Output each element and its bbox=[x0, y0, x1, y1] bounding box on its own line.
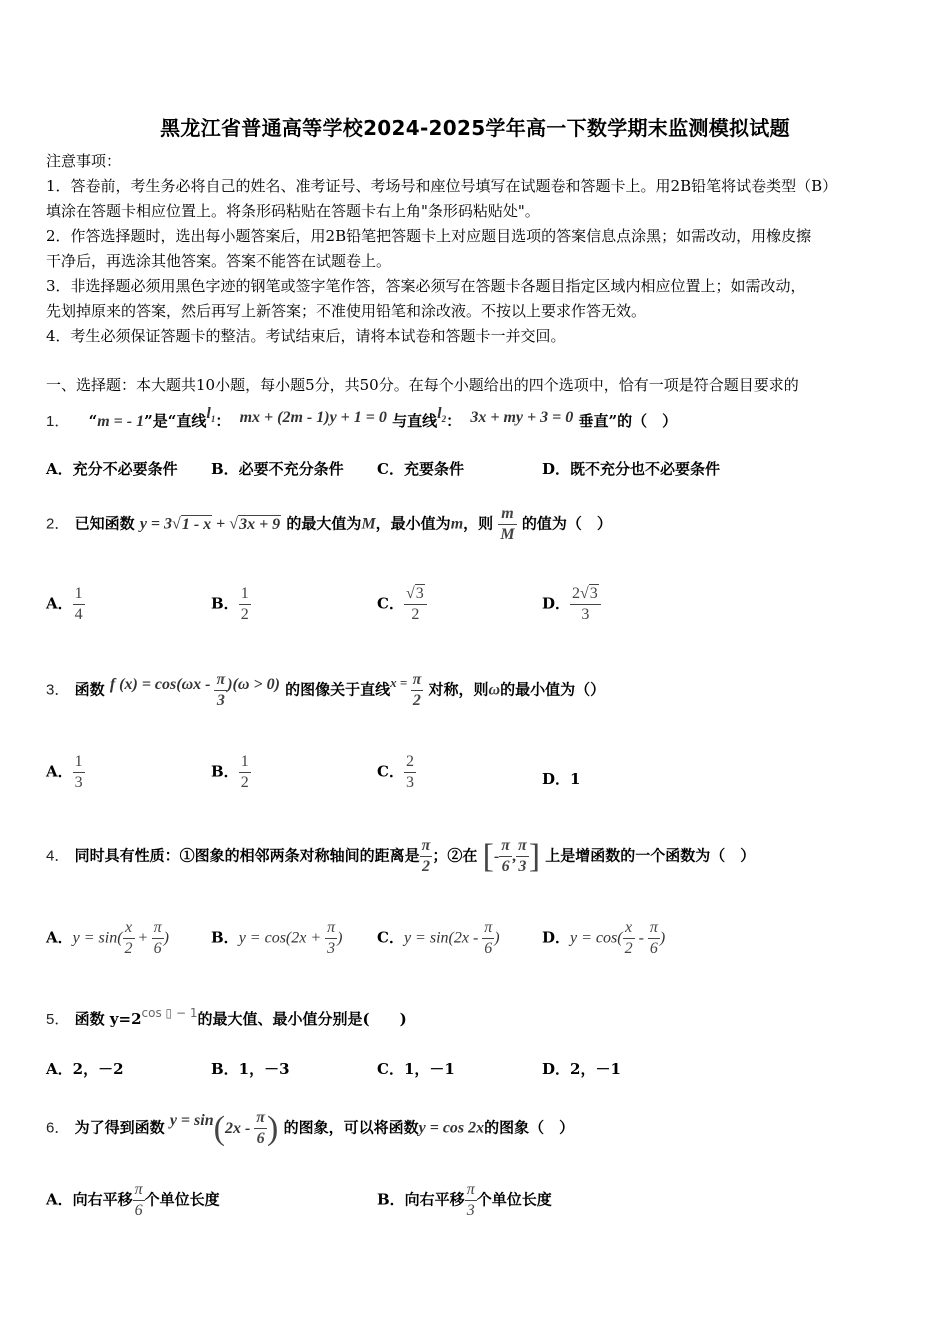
question-4: 4． 同时具有性质：①图象的相邻两条对称轴间的距离是 $\frac{\pi}{2}$ ；②在 [- $\frac{\pi}{6}$ , $\frac{\pi}{3}$ ] 上是增函数的一个函数为（ ） bbox=[46, 837, 756, 875]
text: ”是“直线 bbox=[144, 412, 207, 430]
option-b: B． $\frac{1}{2}$ bbox=[211, 585, 249, 623]
notice-heading: 注意事项： bbox=[46, 152, 122, 170]
notice-line: 4．考生必须保证答题卡的整洁。考试结束后，请将本试卷和答题卡一并交回。 bbox=[46, 327, 566, 345]
exponent: cos ▯ − 1 bbox=[141, 1006, 198, 1020]
text: 的最大值、最小值分别是( ) bbox=[197, 1010, 407, 1028]
question-number: 5． bbox=[46, 1011, 70, 1028]
notice-line: 1．答卷前，考生务必将自己的姓名、准考证号、考场号和座位号填写在试题卷和答题卡上。用2B铅笔将试卷类型（B） bbox=[46, 177, 838, 195]
option-c: C． $\frac{√3}{2}$ bbox=[377, 584, 427, 625]
math: ω bbox=[488, 681, 501, 699]
math: m bbox=[450, 515, 464, 533]
option-b: B．必要不充分条件 bbox=[211, 460, 344, 478]
option-d: D．1 bbox=[542, 770, 581, 788]
question-number: 2． bbox=[46, 515, 70, 533]
option-b: B．1，－3 bbox=[211, 1060, 290, 1078]
question-3 bbox=[46, 670, 605, 711]
text: 与直线 bbox=[392, 412, 438, 430]
math: m = - 1 bbox=[97, 413, 145, 430]
text: 已知函数 bbox=[74, 514, 135, 533]
question-number: 3． bbox=[46, 681, 70, 699]
question-1 bbox=[46, 405, 678, 440]
option-d: D．y = cos( $\frac{x}{2}$ - $\frac{\pi}{6}$ ) bbox=[542, 919, 666, 957]
math: 2x - bbox=[224, 1120, 255, 1137]
text: ，最小值为 bbox=[375, 514, 451, 533]
text: 的图象（ ） bbox=[484, 1118, 575, 1137]
fraction: $\frac{\pi}{6}$ bbox=[501, 837, 510, 875]
text: ；②在 bbox=[432, 846, 478, 865]
text: ，则 bbox=[463, 514, 494, 533]
option-c: C．y = sin(2x - $\frac{\pi}{6}$ ) bbox=[377, 919, 500, 957]
notice-line: 干净后，再选涂其他答案。答案不能答在试题卷上。 bbox=[46, 252, 392, 270]
question-6: 6． 为了得到函数 y = sin(2x - $\frac{\pi}{6}$ ) 的图象，可以将函数y = cos 2x的图象（ ） bbox=[46, 1109, 575, 1147]
question-number: 4． bbox=[46, 847, 70, 865]
question-number: 6． bbox=[46, 1119, 70, 1137]
text: 同时具有性质：①图象的相邻两条对称轴间的距离是 bbox=[74, 846, 420, 865]
option-d: D．2，－1 bbox=[542, 1060, 621, 1078]
math: y = sin bbox=[169, 1111, 214, 1129]
option-c: C．充要条件 bbox=[377, 460, 464, 478]
notice-line: 3．非选择题必须用黑色字迹的钢笔或签字笔作答，答案必须写在答题卡各题目指定区域内相应位置上；如需改动， bbox=[46, 277, 806, 295]
fraction: $\frac{\pi}{2}$ bbox=[421, 837, 431, 875]
question-5 bbox=[46, 1007, 407, 1033]
option-a: A．y = sin( $\frac{x}{2}$ + $\frac{\pi}{6}$ ) bbox=[46, 919, 169, 957]
fraction: $\frac{\pi}{3}$ bbox=[216, 671, 226, 709]
question-2: 2． 已知函数 y = 3√1 - x + √3x + 9 的最大值为M，最小值为m，则 $\frac{m}{M}$ 的值为（ ） bbox=[46, 505, 612, 543]
option-a: A．2，－2 bbox=[46, 1060, 124, 1078]
fraction: $\frac{\pi}{3}$ bbox=[517, 837, 527, 875]
notice-line: 2．作答选择题时，选出每小题答案后，用2B铅笔把答题卡上对应题目选项的答案信息点涂黑；如需改动，用橡皮擦 bbox=[46, 227, 812, 245]
math: y = cos 2x bbox=[418, 1119, 485, 1137]
option-a: A．充分不必要条件 bbox=[46, 460, 178, 478]
option-a: A．向右平移 $\frac{\pi}{6}$ 个单位长度 bbox=[46, 1181, 220, 1219]
option-a: A． $\frac{1}{3}$ bbox=[46, 753, 83, 791]
math: )(ω > 0) bbox=[227, 675, 280, 693]
math: x = bbox=[390, 674, 411, 690]
math: $l_1$ bbox=[206, 405, 216, 425]
text: 函数 bbox=[74, 680, 105, 699]
math: 3x + 9 bbox=[239, 515, 281, 533]
math: y = 3 bbox=[139, 515, 173, 533]
fraction: $\frac{\pi}{2}$ bbox=[412, 671, 422, 709]
math: mx + (2m - 1)y + 1 = 0 bbox=[239, 409, 387, 426]
text: 上是增函数的一个函数为（ ） bbox=[545, 846, 756, 865]
fraction: $\frac{\pi}{6}$ bbox=[256, 1109, 266, 1147]
math: 1 - x bbox=[181, 515, 212, 533]
option-a: A． $\frac{1}{4}$ bbox=[46, 585, 83, 623]
page-title: 黑龙江省普通高等学校2024-2025学年高一下数学期末监测模拟试题 bbox=[160, 116, 790, 140]
option-b: B． $\frac{1}{2}$ bbox=[211, 753, 249, 791]
text: 对称，则 bbox=[428, 680, 489, 699]
text: 垂直”的（ ） bbox=[578, 412, 678, 430]
text: 的图像关于直线 bbox=[285, 680, 391, 699]
option-b: B．y = cos(2x + $\frac{\pi}{3}$ ) bbox=[211, 919, 343, 957]
math: M bbox=[361, 515, 376, 533]
question-number: 1． bbox=[46, 413, 70, 430]
option-b: B．向右平移 $\frac{\pi}{3}$ 个单位长度 bbox=[377, 1181, 552, 1219]
text: 的图象，可以将函数 bbox=[283, 1118, 419, 1137]
text: 函数 y=2 bbox=[74, 1010, 142, 1028]
text: ： bbox=[446, 412, 462, 430]
section-heading: 一、选择题：本大题共10小题，每小题5分，共50分。在每个小题给出的四个选项中，恰有一项是符合题目要求的 bbox=[46, 376, 799, 394]
text: 的最大值为 bbox=[286, 514, 362, 533]
text: “ bbox=[88, 412, 98, 430]
notice-line: 填涂在答题卡相应位置上。将条形码粘贴在答题卡右上角"条形码粘贴处"。 bbox=[46, 202, 540, 220]
option-c: C． $\frac{2}{3}$ bbox=[377, 753, 414, 791]
text: 为了得到函数 bbox=[74, 1118, 165, 1137]
text: 的最小值为（） bbox=[500, 680, 606, 699]
option-c: C．1，－1 bbox=[377, 1060, 455, 1078]
text: ： bbox=[215, 412, 231, 430]
text: 的值为（ ） bbox=[521, 514, 612, 533]
math: 3x + my + 3 = 0 bbox=[470, 409, 574, 426]
notice-line: 先划掉原来的答案，然后再写上新答案；不准使用铅笔和涂改液。不按以上要求作答无效。 bbox=[46, 302, 647, 320]
fraction: $\frac{m}{M}$ bbox=[500, 505, 515, 543]
option-d: D．既不充分也不必要条件 bbox=[542, 460, 721, 478]
option-d: D． $\frac{2√3}{3}$ bbox=[542, 584, 601, 625]
math: $l_2$ bbox=[437, 405, 447, 425]
math: f (x) = cos(ωx - bbox=[109, 675, 215, 693]
